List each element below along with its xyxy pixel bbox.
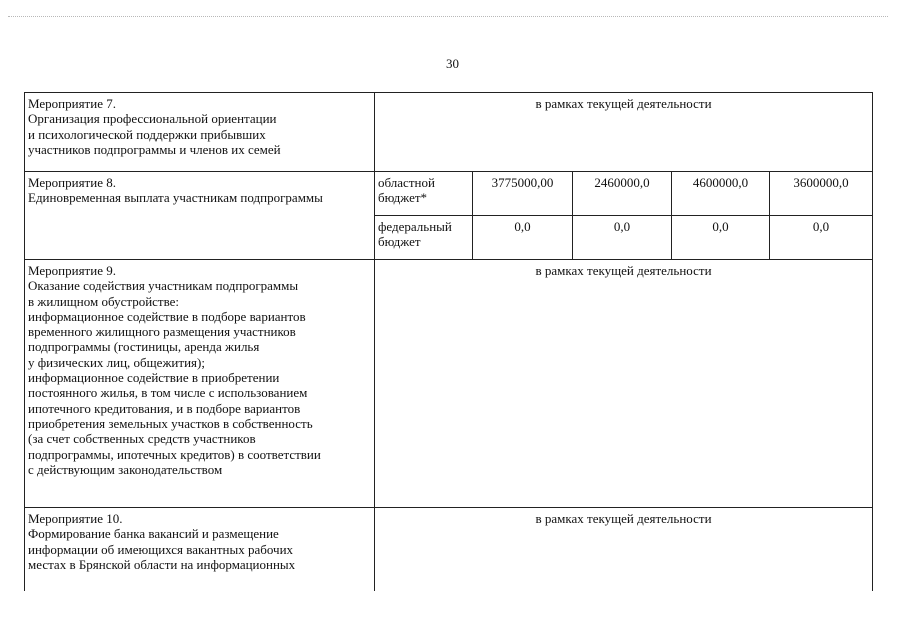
funding-value: 0,0 [473, 216, 573, 260]
funding-value: 3600000,0 [770, 172, 873, 216]
measure-7-name-cell [25, 93, 375, 172]
measure-8-name-cell [25, 172, 375, 260]
measure-9-name-cell [25, 260, 375, 508]
measure-7-note: в рамках текущей деятельности [375, 93, 873, 172]
measure-7-title: Мероприятие 7. [28, 96, 116, 111]
measure-9-description: Оказание содействия участникам подпрограммы в жилищном обустройстве: информационное содействие в подборе вариантов временного жилищного размещения участников подпрограммы (гостиницы, аренда жилья у физических лиц, общежития); информационное содействие в приобретении постоянного жилья, в том числе с использованием ипотечного кредитования, и в подборе вариантов приобретения земельных участков в собственность (за счет собственных средств участников подпрограммы, ипотечных кредитов) в соответствии с действующим законодательством [28, 278, 321, 477]
funding-value: 0,0 [770, 216, 873, 260]
funding-value: 3775000,00 [473, 172, 573, 216]
measure-9-row [25, 260, 873, 508]
scan-artifact-line [8, 16, 888, 17]
measure-10-name-cell [25, 508, 375, 598]
measure-10-title: Мероприятие 10. [28, 511, 123, 526]
funding-source-regional: областной бюджет* [375, 172, 473, 216]
funding-value: 0,0 [573, 216, 672, 260]
measure-10-row [25, 508, 873, 598]
measure-9-note: в рамках текущей деятельности [375, 260, 873, 508]
measure-7-row [25, 93, 873, 172]
page-number: 30 [446, 56, 459, 71]
page-bottom-crop [0, 591, 905, 640]
measure-8-description: Единовременная выплата участникам подпрограммы [28, 190, 323, 206]
measure-9-title: Мероприятие 9. [28, 263, 116, 278]
funding-value: 2460000,0 [573, 172, 672, 216]
program-measures-table [24, 92, 873, 598]
measure-8-title: Мероприятие 8. [28, 175, 116, 190]
funding-source-federal: федеральный бюджет [375, 216, 473, 260]
funding-value: 4600000,0 [672, 172, 770, 216]
measure-8-row-regional [25, 172, 873, 216]
measure-10-description: Формирование банка вакансий и размещение информации об имеющихся вакантных рабочих местах в Брянской области на информационных [28, 526, 296, 572]
funding-value: 0,0 [672, 216, 770, 260]
measure-10-note: в рамках текущей деятельности [375, 508, 873, 598]
measure-7-description: Организация профессиональной ориентации и психологической поддержки прибывших участников подпрограммы и членов их семей [28, 111, 281, 157]
